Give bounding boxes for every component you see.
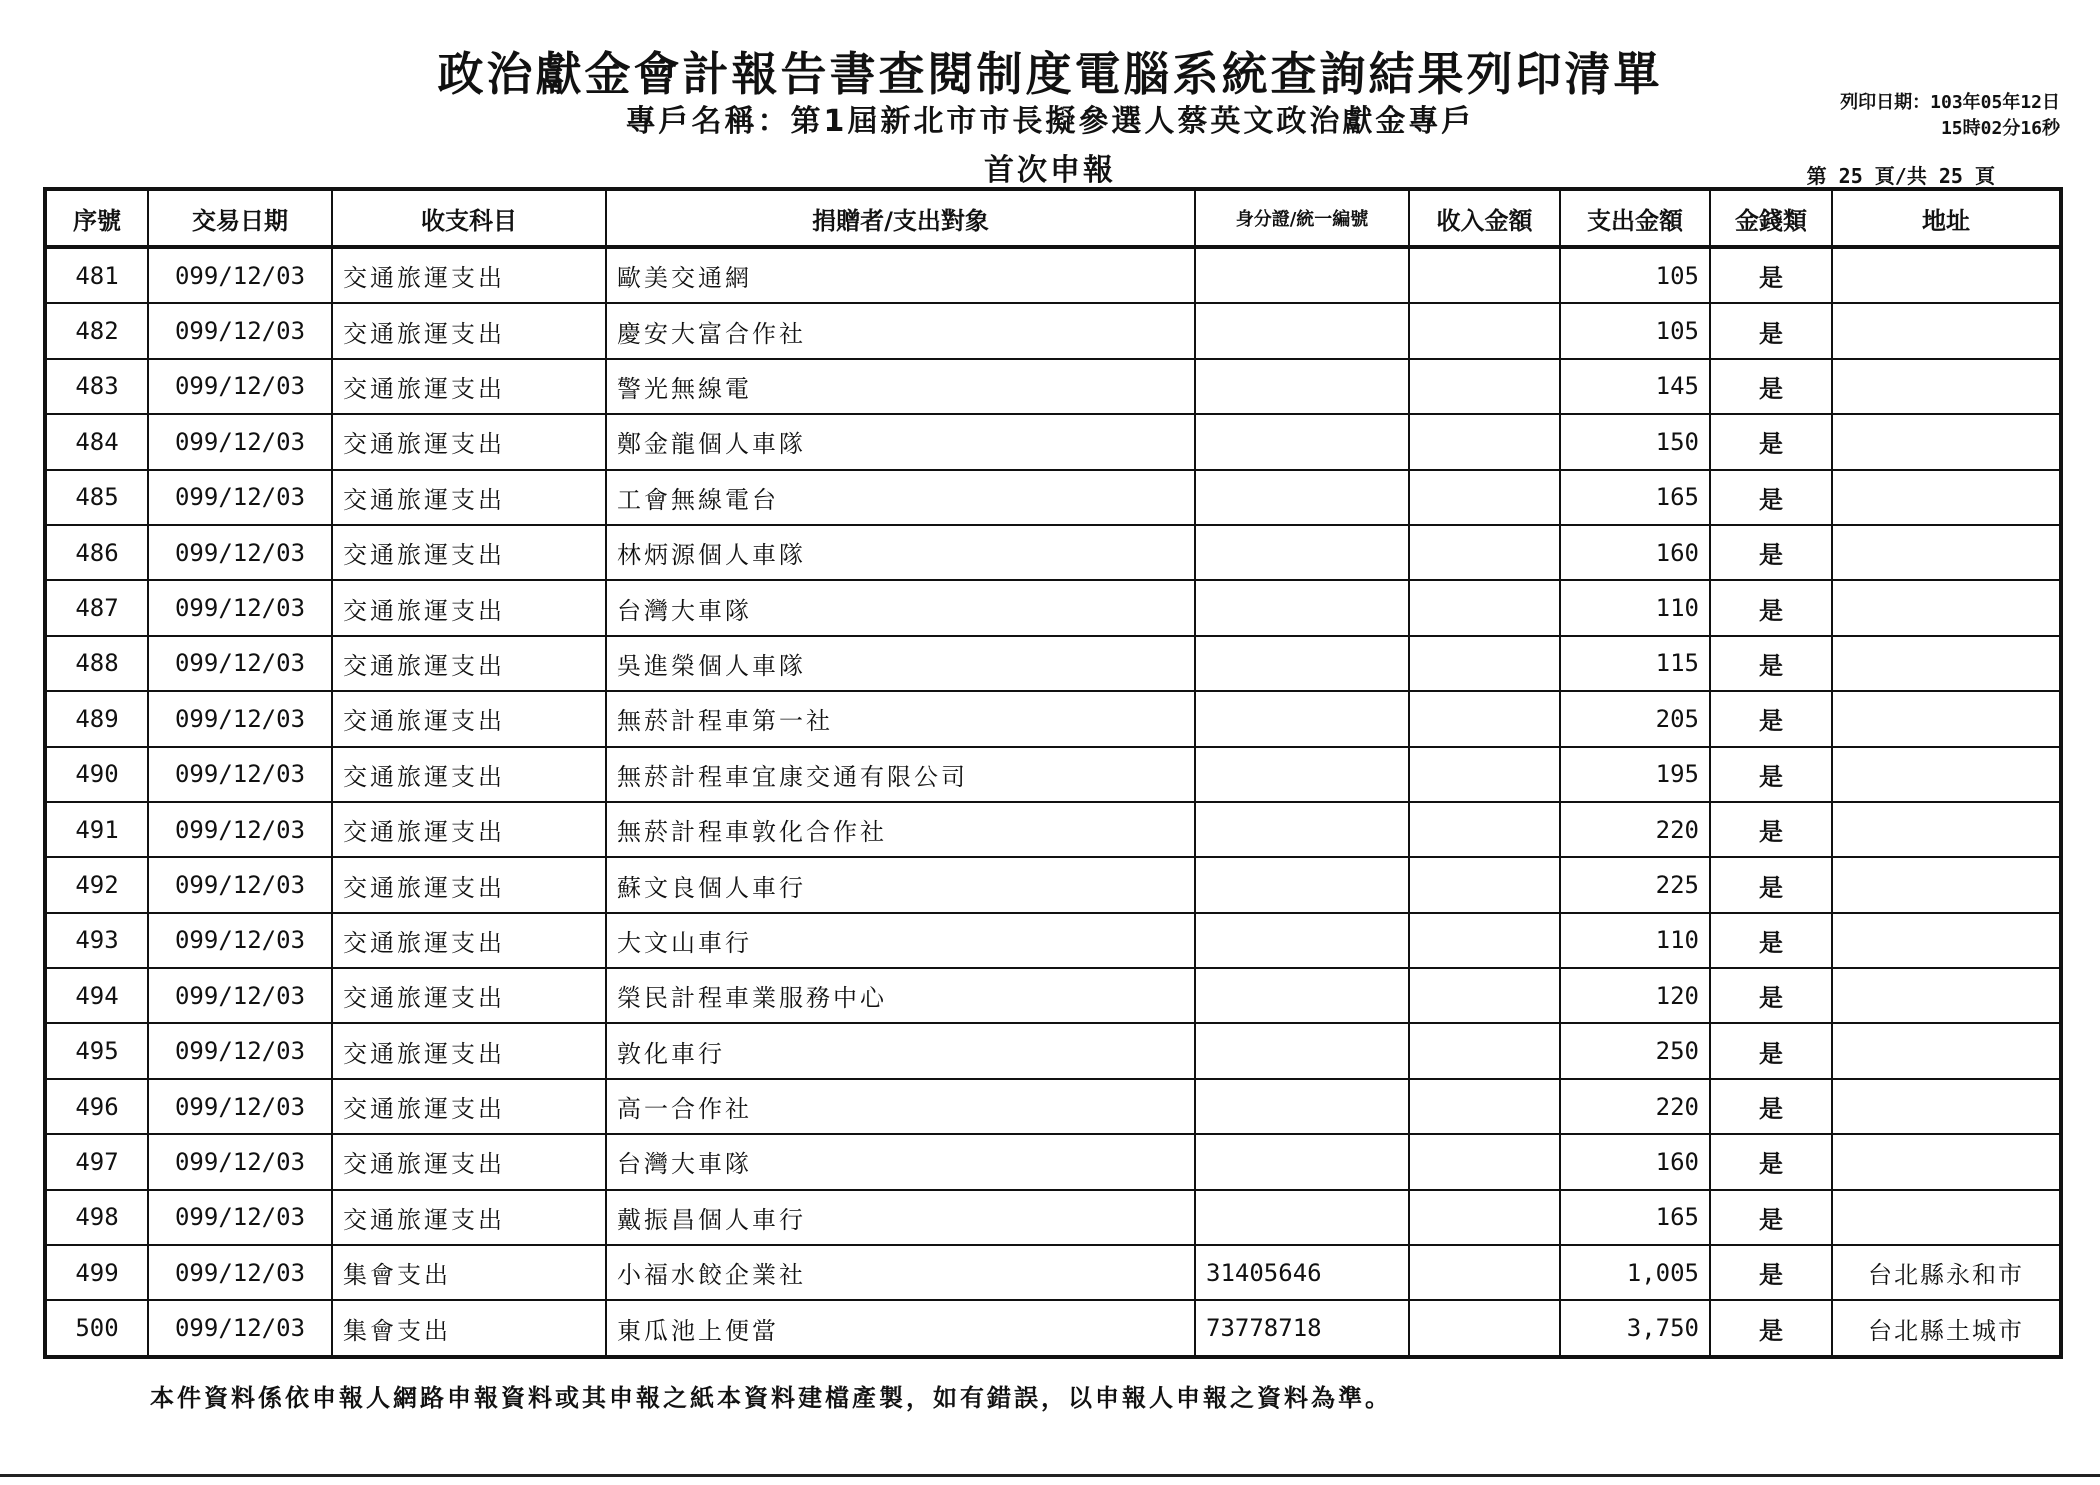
table-row <box>45 1190 2061 1245</box>
table-row <box>45 247 2061 303</box>
cell-cash: 是 <box>1710 747 1832 802</box>
page-indicator: 第 25 頁/共 25 頁 <box>1806 164 1995 188</box>
cell-date: 099/12/03 <box>148 1300 332 1357</box>
account-name: 專戶名稱：第1屆新北市市長擬參選人蔡英文政治獻金專戶 <box>625 104 1475 139</box>
cell-seq: 488 <box>45 636 148 691</box>
cell-date: 099/12/03 <box>148 691 332 746</box>
cell-expense: 220 <box>1560 1079 1710 1134</box>
cell-expense: 165 <box>1560 470 1710 525</box>
cell-address <box>1832 580 2061 635</box>
cell-income <box>1409 913 1560 968</box>
col-header-cash: 金錢類 <box>1710 189 1832 247</box>
cell-payee: 小福水餃企業社 <box>606 1245 1195 1300</box>
cell-date: 099/12/03 <box>148 802 332 857</box>
print-time-line: 15時02分16秒 <box>1940 118 2060 139</box>
cell-id-no <box>1195 414 1409 469</box>
cell-payee: 無菸計程車第一社 <box>606 691 1195 746</box>
cell-expense: 160 <box>1560 525 1710 580</box>
cell-category: 交通旅運支出 <box>332 414 606 469</box>
cell-address <box>1832 414 2061 469</box>
cell-address <box>1832 1134 2061 1189</box>
cell-category: 交通旅運支出 <box>332 636 606 691</box>
cell-id-no: 73778718 <box>1195 1300 1409 1357</box>
cell-date: 099/12/03 <box>148 636 332 691</box>
cell-category: 交通旅運支出 <box>332 1190 606 1245</box>
table-row <box>45 913 2061 968</box>
cell-category: 交通旅運支出 <box>332 525 606 580</box>
cell-expense: 120 <box>1560 968 1710 1023</box>
cell-payee: 慶安大富合作社 <box>606 303 1195 358</box>
cell-address <box>1832 857 2061 912</box>
col-header-date: 交易日期 <box>148 189 332 247</box>
cell-expense: 220 <box>1560 802 1710 857</box>
report-type: 首次申報 <box>984 153 1116 188</box>
cell-category: 交通旅運支出 <box>332 691 606 746</box>
cell-income <box>1409 1079 1560 1134</box>
cell-date: 099/12/03 <box>148 414 332 469</box>
cell-cash: 是 <box>1710 802 1832 857</box>
cell-seq: 487 <box>45 580 148 635</box>
table-row <box>45 359 2061 414</box>
cell-cash: 是 <box>1710 359 1832 414</box>
cell-id-no <box>1195 303 1409 358</box>
print-date <box>1840 90 2060 142</box>
cell-seq: 489 <box>45 691 148 746</box>
cell-payee: 蘇文良個人車行 <box>606 857 1195 912</box>
cell-date: 099/12/03 <box>148 303 332 358</box>
cell-date: 099/12/03 <box>148 747 332 802</box>
cell-category: 交通旅運支出 <box>332 747 606 802</box>
cell-income <box>1409 580 1560 635</box>
cell-seq: 492 <box>45 857 148 912</box>
table-row <box>45 691 2061 746</box>
table-row <box>45 1245 2061 1300</box>
cell-id-no <box>1195 359 1409 414</box>
cell-income <box>1409 636 1560 691</box>
cell-cash: 是 <box>1710 1190 1832 1245</box>
cell-expense: 105 <box>1560 247 1710 303</box>
cell-expense: 165 <box>1560 1190 1710 1245</box>
cell-id-no <box>1195 525 1409 580</box>
cell-cash: 是 <box>1710 968 1832 1023</box>
cell-cash: 是 <box>1710 470 1832 525</box>
cell-date: 099/12/03 <box>148 1134 332 1189</box>
cell-payee: 戴振昌個人車行 <box>606 1190 1195 1245</box>
cell-payee: 林炳源個人車隊 <box>606 525 1195 580</box>
cell-payee: 吳進榮個人車隊 <box>606 636 1195 691</box>
cell-category: 交通旅運支出 <box>332 913 606 968</box>
cell-id-no <box>1195 580 1409 635</box>
cell-category: 交通旅運支出 <box>332 580 606 635</box>
report-title: 政治獻金會計報告書查閱制度電腦系統查詢結果列印清單 <box>437 47 1663 101</box>
cell-id-no <box>1195 1134 1409 1189</box>
cell-address <box>1832 747 2061 802</box>
cell-seq: 497 <box>45 1134 148 1189</box>
cell-payee: 大文山車行 <box>606 913 1195 968</box>
table-row <box>45 857 2061 912</box>
cell-cash: 是 <box>1710 1245 1832 1300</box>
cell-income <box>1409 247 1560 303</box>
cell-id-no <box>1195 470 1409 525</box>
print-date-line: 列印日期：103年05年12日 <box>1840 92 2060 113</box>
table-row <box>45 1134 2061 1189</box>
cell-seq: 490 <box>45 747 148 802</box>
cell-seq: 485 <box>45 470 148 525</box>
cell-expense: 3,750 <box>1560 1300 1710 1357</box>
table-row <box>45 525 2061 580</box>
cell-income <box>1409 802 1560 857</box>
cell-income <box>1409 359 1560 414</box>
table-row <box>45 1023 2061 1078</box>
cell-payee: 鄭金龍個人車隊 <box>606 414 1195 469</box>
cell-income <box>1409 525 1560 580</box>
cell-expense: 110 <box>1560 913 1710 968</box>
table-row <box>45 1300 2061 1357</box>
cell-date: 099/12/03 <box>148 968 332 1023</box>
cell-category: 交通旅運支出 <box>332 1134 606 1189</box>
cell-category: 集會支出 <box>332 1245 606 1300</box>
col-header-seq: 序號 <box>45 189 148 247</box>
cell-payee: 敦化車行 <box>606 1023 1195 1078</box>
cell-seq: 483 <box>45 359 148 414</box>
cell-income <box>1409 691 1560 746</box>
cell-address <box>1832 1190 2061 1245</box>
cell-id-no <box>1195 247 1409 303</box>
cell-category: 交通旅運支出 <box>332 247 606 303</box>
cell-address <box>1832 247 2061 303</box>
cell-address <box>1832 968 2061 1023</box>
cell-cash: 是 <box>1710 414 1832 469</box>
cell-seq: 494 <box>45 968 148 1023</box>
cell-category: 交通旅運支出 <box>332 359 606 414</box>
cell-income <box>1409 1300 1560 1357</box>
cell-id-no <box>1195 747 1409 802</box>
cell-address <box>1832 1023 2061 1078</box>
cell-date: 099/12/03 <box>148 857 332 912</box>
table-row <box>45 802 2061 857</box>
cell-payee: 高一合作社 <box>606 1079 1195 1134</box>
cell-income <box>1409 857 1560 912</box>
cell-date: 099/12/03 <box>148 1023 332 1078</box>
cell-address <box>1832 1079 2061 1134</box>
cell-id-no <box>1195 1023 1409 1078</box>
cell-cash: 是 <box>1710 525 1832 580</box>
cell-address <box>1832 636 2061 691</box>
cell-cash: 是 <box>1710 303 1832 358</box>
cell-id-no <box>1195 913 1409 968</box>
cell-income <box>1409 1245 1560 1300</box>
cell-seq: 481 <box>45 247 148 303</box>
cell-address <box>1832 303 2061 358</box>
cell-expense: 160 <box>1560 1134 1710 1189</box>
table-row <box>45 747 2061 802</box>
cell-seq: 491 <box>45 802 148 857</box>
cell-id-no <box>1195 1079 1409 1134</box>
cell-cash: 是 <box>1710 1300 1832 1357</box>
cell-cash: 是 <box>1710 1134 1832 1189</box>
cell-address: 台北縣土城市 <box>1832 1300 2061 1357</box>
cell-id-no <box>1195 1190 1409 1245</box>
cell-expense: 205 <box>1560 691 1710 746</box>
cell-id-no <box>1195 802 1409 857</box>
cell-address <box>1832 802 2061 857</box>
cell-seq: 498 <box>45 1190 148 1245</box>
cell-date: 099/12/03 <box>148 359 332 414</box>
cell-expense: 250 <box>1560 1023 1710 1078</box>
cell-address <box>1832 525 2061 580</box>
table-row <box>45 414 2061 469</box>
cell-payee: 無菸計程車宜康交通有限公司 <box>606 747 1195 802</box>
cell-address <box>1832 359 2061 414</box>
cell-address <box>1832 691 2061 746</box>
table-body <box>45 247 2061 1357</box>
cell-payee: 東瓜池上便當 <box>606 1300 1195 1357</box>
col-header-expense: 支出金額 <box>1560 189 1710 247</box>
cell-id-no <box>1195 691 1409 746</box>
cell-cash: 是 <box>1710 691 1832 746</box>
cell-income <box>1409 470 1560 525</box>
cell-seq: 484 <box>45 414 148 469</box>
cell-seq: 496 <box>45 1079 148 1134</box>
cell-category: 交通旅運支出 <box>332 303 606 358</box>
cell-payee: 台灣大車隊 <box>606 580 1195 635</box>
table-row <box>45 303 2061 358</box>
col-header-id-no: 身分證/統一編號 <box>1195 189 1409 247</box>
cell-date: 099/12/03 <box>148 580 332 635</box>
cell-payee: 榮民計程車業服務中心 <box>606 968 1195 1023</box>
table-row <box>45 470 2061 525</box>
cell-payee: 台灣大車隊 <box>606 1134 1195 1189</box>
cell-payee: 歐美交通網 <box>606 247 1195 303</box>
table-row <box>45 968 2061 1023</box>
col-header-category: 收支科目 <box>332 189 606 247</box>
cell-seq: 486 <box>45 525 148 580</box>
cell-category: 交通旅運支出 <box>332 1023 606 1078</box>
cell-seq: 499 <box>45 1245 148 1300</box>
cell-seq: 500 <box>45 1300 148 1357</box>
cell-seq: 493 <box>45 913 148 968</box>
cell-address <box>1832 913 2061 968</box>
cell-id-no <box>1195 857 1409 912</box>
cell-id-no <box>1195 968 1409 1023</box>
cell-date: 099/12/03 <box>148 913 332 968</box>
cell-seq: 482 <box>45 303 148 358</box>
cell-id-no: 31405646 <box>1195 1245 1409 1300</box>
cell-expense: 195 <box>1560 747 1710 802</box>
table-row <box>45 1079 2061 1134</box>
cell-income <box>1409 1134 1560 1189</box>
cell-category: 交通旅運支出 <box>332 802 606 857</box>
table-row <box>45 636 2061 691</box>
cell-payee: 工會無線電台 <box>606 470 1195 525</box>
cell-income <box>1409 747 1560 802</box>
cell-expense: 145 <box>1560 359 1710 414</box>
col-header-income: 收入金額 <box>1409 189 1560 247</box>
cell-payee: 警光無線電 <box>606 359 1195 414</box>
cell-expense: 105 <box>1560 303 1710 358</box>
bottom-rule <box>0 1474 2100 1477</box>
cell-date: 099/12/03 <box>148 1245 332 1300</box>
cell-id-no <box>1195 636 1409 691</box>
footer-note: 本件資料係依申報人網路申報資料或其申報之紙本資料建檔產製，如有錯誤，以申報人申報之資料為準。 <box>150 1384 1392 1412</box>
cell-income <box>1409 968 1560 1023</box>
cell-category: 交通旅運支出 <box>332 1079 606 1134</box>
cell-income <box>1409 303 1560 358</box>
cell-income <box>1409 414 1560 469</box>
cell-expense: 225 <box>1560 857 1710 912</box>
cell-date: 099/12/03 <box>148 470 332 525</box>
cell-category: 交通旅運支出 <box>332 470 606 525</box>
cell-payee: 無菸計程車敦化合作社 <box>606 802 1195 857</box>
cell-date: 099/12/03 <box>148 525 332 580</box>
cell-date: 099/12/03 <box>148 247 332 303</box>
cell-address <box>1832 470 2061 525</box>
cell-cash: 是 <box>1710 636 1832 691</box>
cell-category: 集會支出 <box>332 1300 606 1357</box>
cell-cash: 是 <box>1710 247 1832 303</box>
cell-cash: 是 <box>1710 857 1832 912</box>
cell-cash: 是 <box>1710 1023 1832 1078</box>
cell-expense: 1,005 <box>1560 1245 1710 1300</box>
col-header-address: 地址 <box>1832 189 2061 247</box>
cell-income <box>1409 1023 1560 1078</box>
transaction-table <box>43 187 2063 1359</box>
cell-category: 交通旅運支出 <box>332 857 606 912</box>
cell-date: 099/12/03 <box>148 1079 332 1134</box>
cell-income <box>1409 1190 1560 1245</box>
cell-expense: 115 <box>1560 636 1710 691</box>
cell-cash: 是 <box>1710 913 1832 968</box>
table-row <box>45 580 2061 635</box>
cell-seq: 495 <box>45 1023 148 1078</box>
cell-address: 台北縣永和市 <box>1832 1245 2061 1300</box>
cell-cash: 是 <box>1710 1079 1832 1134</box>
cell-cash: 是 <box>1710 580 1832 635</box>
col-header-payee: 捐贈者/支出對象 <box>606 189 1195 247</box>
cell-expense: 150 <box>1560 414 1710 469</box>
table-header-row <box>45 189 2061 247</box>
cell-date: 099/12/03 <box>148 1190 332 1245</box>
cell-expense: 110 <box>1560 580 1710 635</box>
cell-category: 交通旅運支出 <box>332 968 606 1023</box>
